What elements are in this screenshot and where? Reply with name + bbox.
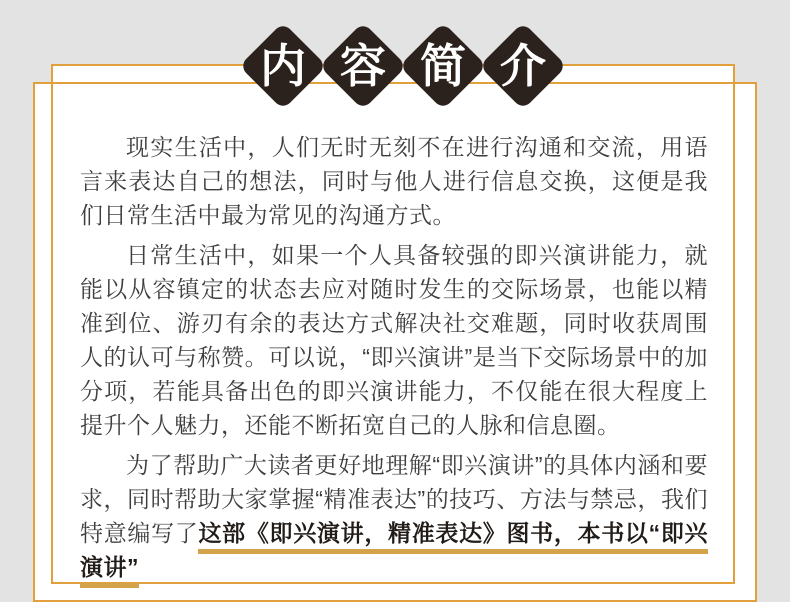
intro-paragraph-3 — [80, 448, 708, 584]
intro-text — [80, 130, 708, 584]
title-char-4: 介 — [500, 39, 546, 93]
book-title-highlight: 这部《即兴演讲，精准表达》图书，本书以“即兴演讲” — [80, 520, 708, 588]
title-diamond-3 — [399, 22, 487, 110]
title-char-1: 内 — [260, 39, 306, 93]
title-char-3: 简 — [420, 39, 466, 93]
intro-paragraph-1: 现实生活中，人们无时无刻不在进行沟通和交流，用语言来表达自己的想法，同时与他人进行信息交换，这便是我们日常生活中最为常见的沟通方式。 — [80, 134, 708, 228]
title-diamond-4 — [479, 22, 567, 110]
title-char-2: 容 — [340, 39, 386, 93]
title-diamond-2 — [319, 22, 407, 110]
title-banner — [0, 0, 790, 130]
intro-paragraph-2: 日常生活中，如果一个人具备较强的即兴演讲能力，就能以从容镇定的状态去应对随时发生的交际场景，也能以精准到位、游刃有余的表达方式解决社交难题，同时收获周围人的认可与称赞。可以说，“即兴演讲”是当下交际场景中的加分项，若能具备出色的即兴演讲能力，不仅能在很大程度上提升个人魅力，还能不断拓宽自己的人脉和信息圈。 — [80, 242, 708, 438]
intro-paragraph-3-regular: 为了帮助广大读者更好地理解“即兴演讲”的具体内涵和要求，同时帮助大家掌握“精准表达”的技巧、方法与禁忌，我们特意编写了 — [80, 452, 708, 546]
title-diamond-1 — [239, 22, 327, 110]
